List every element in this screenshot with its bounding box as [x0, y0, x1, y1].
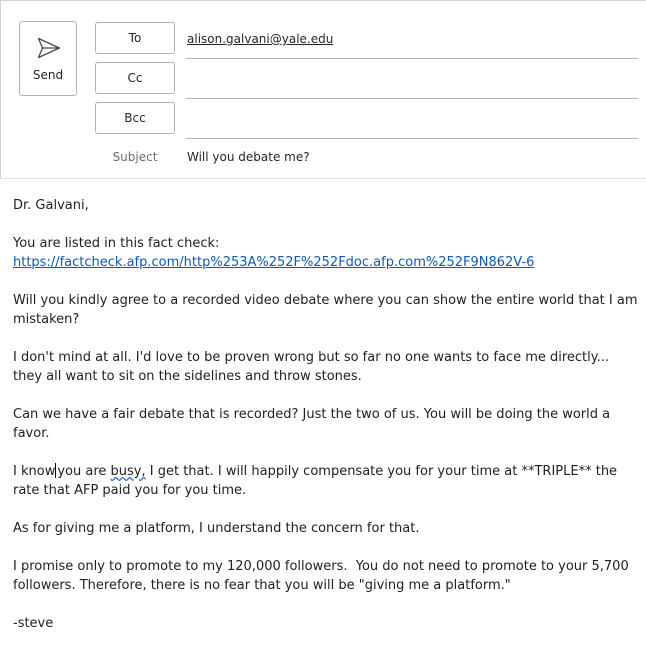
- to-field-underline: [186, 58, 638, 59]
- header-divider: [0, 178, 646, 179]
- bcc-field[interactable]: [187, 112, 637, 132]
- grammar-flag[interactable]: busy,: [110, 464, 146, 479]
- greeting-line: Dr. Galvani,: [13, 198, 89, 213]
- send-button[interactable]: [19, 21, 77, 96]
- message-body[interactable]: [13, 196, 642, 652]
- to-button[interactable]: To: [95, 22, 175, 54]
- cc-button[interactable]: Cc: [95, 62, 175, 94]
- fact-check-paragraph: [13, 234, 638, 272]
- signature-line: -steve: [13, 616, 54, 631]
- to-recipient[interactable]: alison.galvani@yale.edu: [187, 32, 334, 46]
- platform-paragraph: As for giving me a platform, I understand the concern for that.: [13, 521, 420, 536]
- busy-paragraph: [13, 462, 638, 500]
- subject-field[interactable]: Will you debate me?: [187, 150, 310, 164]
- busy-text-b: you are: [57, 464, 111, 479]
- busy-text-c: I get that. I will happily compensate you for your time at **TRIPLE** the rate that AFP paid you for you time.: [13, 464, 622, 498]
- send-button-label: Send: [32, 68, 64, 82]
- bcc-field-underline: [186, 138, 638, 139]
- window-left-border: [0, 0, 1, 178]
- window-top-border: [0, 0, 646, 1]
- debate-paragraph: Will you kindly agree to a recorded video debate where you can show the entire world that I am mistaken?: [13, 293, 642, 327]
- to-field[interactable]: [187, 32, 333, 46]
- cc-field[interactable]: [187, 72, 637, 92]
- busy-text-a: I know: [13, 464, 56, 479]
- fact-check-intro: You are listed in this fact check:: [13, 236, 220, 251]
- promise-paragraph: I promise only to promote to my 120,000 followers. You do not need to promote to your 5,700 followers. Therefore, there is no fear that you will be "giving me a platform.": [13, 559, 633, 593]
- bcc-button[interactable]: Bcc: [95, 102, 175, 134]
- fair-debate-paragraph: Can we have a fair debate that is recorded? Just the two of us. You will be doing the world a favor.: [13, 407, 615, 441]
- cc-field-underline: [186, 98, 638, 99]
- fact-check-link[interactable]: https://factcheck.afp.com/http%253A%252F%252Fdoc.afp.com%252F9N862V-6: [13, 255, 535, 270]
- subject-label: Subject: [112, 150, 158, 164]
- proven-paragraph: I don't mind at all. I'd love to be proven wrong but so far no one wants to face me directly... they all want to sit on the sidelines and throw stones.: [13, 350, 614, 384]
- send-icon: [37, 37, 61, 59]
